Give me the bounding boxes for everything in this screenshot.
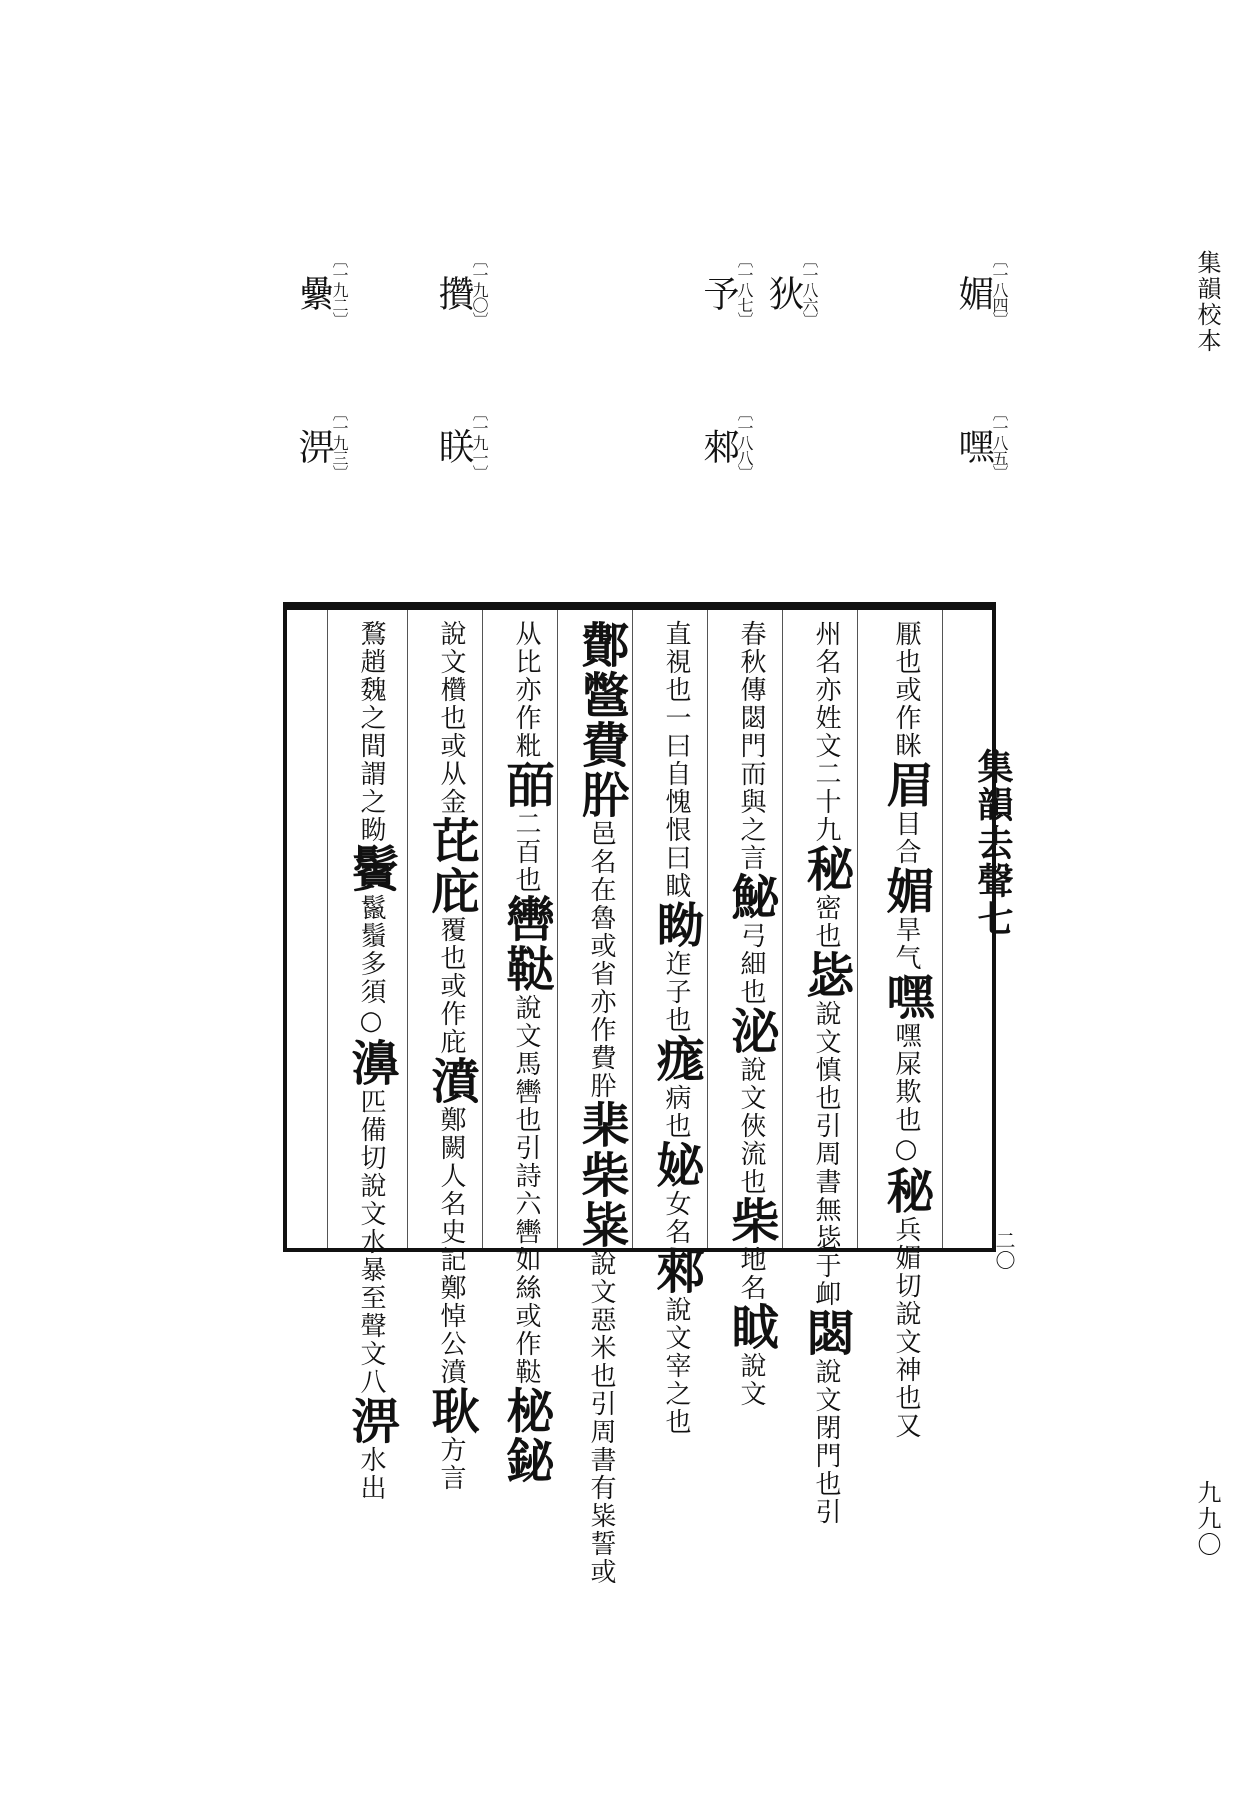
gloss-text: 說文惡米也引周書有粊誓或 — [586, 1250, 616, 1586]
gloss-text: 兵媚切說文神也又 — [891, 1216, 921, 1440]
gloss-text: 春秋傳閟門而與之言 — [736, 620, 766, 872]
text-column — [723, 620, 779, 1408]
head-character: 鄪 — [573, 620, 629, 670]
column-divider — [707, 610, 708, 1248]
text-column — [798, 620, 854, 1526]
head-character: 痝 — [648, 1034, 704, 1084]
gloss-text: 鬣鬚多須 — [356, 894, 386, 1006]
text-column — [498, 620, 554, 1486]
head-character: 棐 — [573, 1100, 629, 1150]
note-char: 媚 — [953, 274, 994, 311]
gloss-text: 說文慎也引周書無毖于卹 — [811, 1000, 841, 1308]
note-mark: 〔一八四〕 — [990, 252, 1009, 327]
collation-note — [435, 252, 487, 327]
gloss-text: 从比亦作粃 — [511, 620, 541, 760]
gloss-text: 地名 — [736, 1246, 766, 1302]
book-title: 集韻校本 — [1193, 250, 1221, 354]
head-character: 毖 — [798, 950, 854, 1000]
head-character: 鄨 — [573, 670, 629, 720]
collation-note — [955, 405, 1007, 480]
head-character: 媚 — [878, 866, 934, 916]
head-character: 淠 — [343, 1396, 399, 1446]
head-character: 眓 — [723, 1302, 779, 1352]
head-character: 鞑 — [498, 944, 554, 994]
gloss-text: 迮子也 — [661, 950, 691, 1034]
head-character: 鮅 — [723, 872, 779, 922]
head-character: 眑 — [648, 900, 704, 950]
section-circle: ○ — [891, 1134, 921, 1166]
collation-note — [955, 252, 1007, 327]
collation-note — [295, 252, 347, 327]
head-character: 肸 — [573, 770, 629, 820]
note-char: 纍 — [293, 274, 334, 311]
gloss-text: 二百也 — [511, 810, 541, 894]
head-character: 轡 — [498, 894, 554, 944]
head-character: 費 — [573, 720, 629, 770]
note-char: 眹 — [433, 427, 474, 464]
column-divider — [482, 610, 483, 1248]
note-mark: 〔一九二〕 — [330, 252, 349, 327]
collation-note — [700, 405, 752, 480]
note-char: 攢 — [433, 274, 474, 311]
gloss-text: 女名 — [661, 1190, 691, 1246]
gloss-text: 匹備切說文水暴至聲文八 — [356, 1088, 386, 1396]
head-character: 秘 — [798, 844, 854, 894]
head-character: 庇 — [423, 866, 479, 916]
head-character: 芘 — [423, 816, 479, 866]
head-character: 郲 — [648, 1246, 704, 1296]
column-divider — [632, 610, 633, 1248]
block-margin-title: 集韻去聲七 — [972, 748, 1014, 938]
collation-note — [435, 405, 487, 480]
gloss-text: 密也 — [811, 894, 841, 950]
head-character: 皕 — [498, 760, 554, 810]
text-column — [343, 620, 399, 1502]
section-circle: ○ — [356, 1006, 386, 1038]
text-column — [648, 620, 704, 1436]
column-divider — [782, 610, 783, 1248]
note-mark: 〔一九三〕 — [330, 405, 349, 480]
gloss-text: 說文俠流也 — [736, 1056, 766, 1196]
head-character: 耿 — [423, 1386, 479, 1436]
collation-note — [700, 252, 752, 327]
gloss-text: 邑名在魯或省亦作費肸 — [586, 820, 616, 1100]
main-text-frame — [283, 602, 996, 1586]
text-column — [573, 620, 629, 1586]
head-character: 柲 — [498, 1386, 554, 1436]
column-divider — [942, 610, 943, 1248]
note-char: 淠 — [293, 427, 334, 464]
head-character: 柴 — [573, 1150, 629, 1200]
page-number: 九九〇 — [1193, 1480, 1221, 1558]
column-divider — [407, 610, 408, 1248]
gloss-text: 鄭闕人名史記鄭悼公濆 — [436, 1106, 466, 1386]
gloss-text: 水出 — [356, 1446, 386, 1502]
gloss-text: 病也 — [661, 1084, 691, 1140]
head-character: 閟 — [798, 1308, 854, 1358]
head-character: 妼 — [648, 1140, 704, 1190]
text-column — [423, 620, 479, 1492]
head-character: 鉍 — [498, 1436, 554, 1486]
note-char: 予 — [698, 274, 739, 311]
head-character: 鬢 — [343, 844, 399, 894]
gloss-text: 厭也或作眯 — [891, 620, 921, 760]
gloss-text: 弓細也 — [736, 922, 766, 1006]
gloss-text: 目合 — [891, 810, 921, 866]
gloss-text: 州名亦姓文二十九 — [811, 620, 841, 844]
gloss-text: 鶩趙魏之間謂之眑 — [356, 620, 386, 844]
gloss-text: 旱气 — [891, 916, 921, 972]
gloss-text: 覆也或作庇 — [436, 916, 466, 1056]
gloss-text: 說文閉門也引 — [811, 1358, 841, 1526]
note-mark: 〔一八八〕 — [735, 405, 754, 480]
note-mark: 〔一八五〕 — [990, 405, 1009, 480]
head-character: 秘 — [878, 1166, 934, 1216]
head-character: 濆 — [423, 1056, 479, 1106]
note-mark: 〔一八六〕 — [800, 252, 819, 327]
text-column — [878, 620, 934, 1440]
note-mark: 〔一九一〕 — [470, 405, 489, 480]
note-mark: 〔一八七〕 — [735, 252, 754, 327]
gloss-text: 方言 — [436, 1436, 466, 1492]
gloss-text: 嘿屎欺也 — [891, 1022, 921, 1134]
note-char: 嘿 — [953, 427, 994, 464]
note-char: 狄 — [763, 274, 804, 311]
note-mark: 〔一九〇〕 — [470, 252, 489, 327]
collation-note — [765, 252, 817, 327]
note-char: 郲 — [698, 427, 739, 464]
collation-note — [295, 405, 347, 480]
column-divider — [327, 610, 328, 1248]
block-margin-folio: 二〇 — [992, 1230, 1016, 1270]
gloss-text: 說文欑也或从金 — [436, 620, 466, 816]
head-character: 柴 — [723, 1196, 779, 1246]
head-character: 眉 — [878, 760, 934, 810]
gloss-text: 說文宰之也 — [661, 1296, 691, 1436]
gloss-text: 直視也一曰自愧恨曰眓 — [661, 620, 691, 900]
head-character: 泌 — [723, 1006, 779, 1056]
column-divider — [557, 610, 558, 1248]
head-character: 濞 — [343, 1038, 399, 1088]
head-character: 粊 — [573, 1200, 629, 1250]
gloss-text: 說文馬轡也引詩六轡如絲或作鞑 — [511, 994, 541, 1386]
head-character: 嘿 — [878, 972, 934, 1022]
column-divider — [857, 610, 858, 1248]
gloss-text: 說文 — [736, 1352, 766, 1408]
